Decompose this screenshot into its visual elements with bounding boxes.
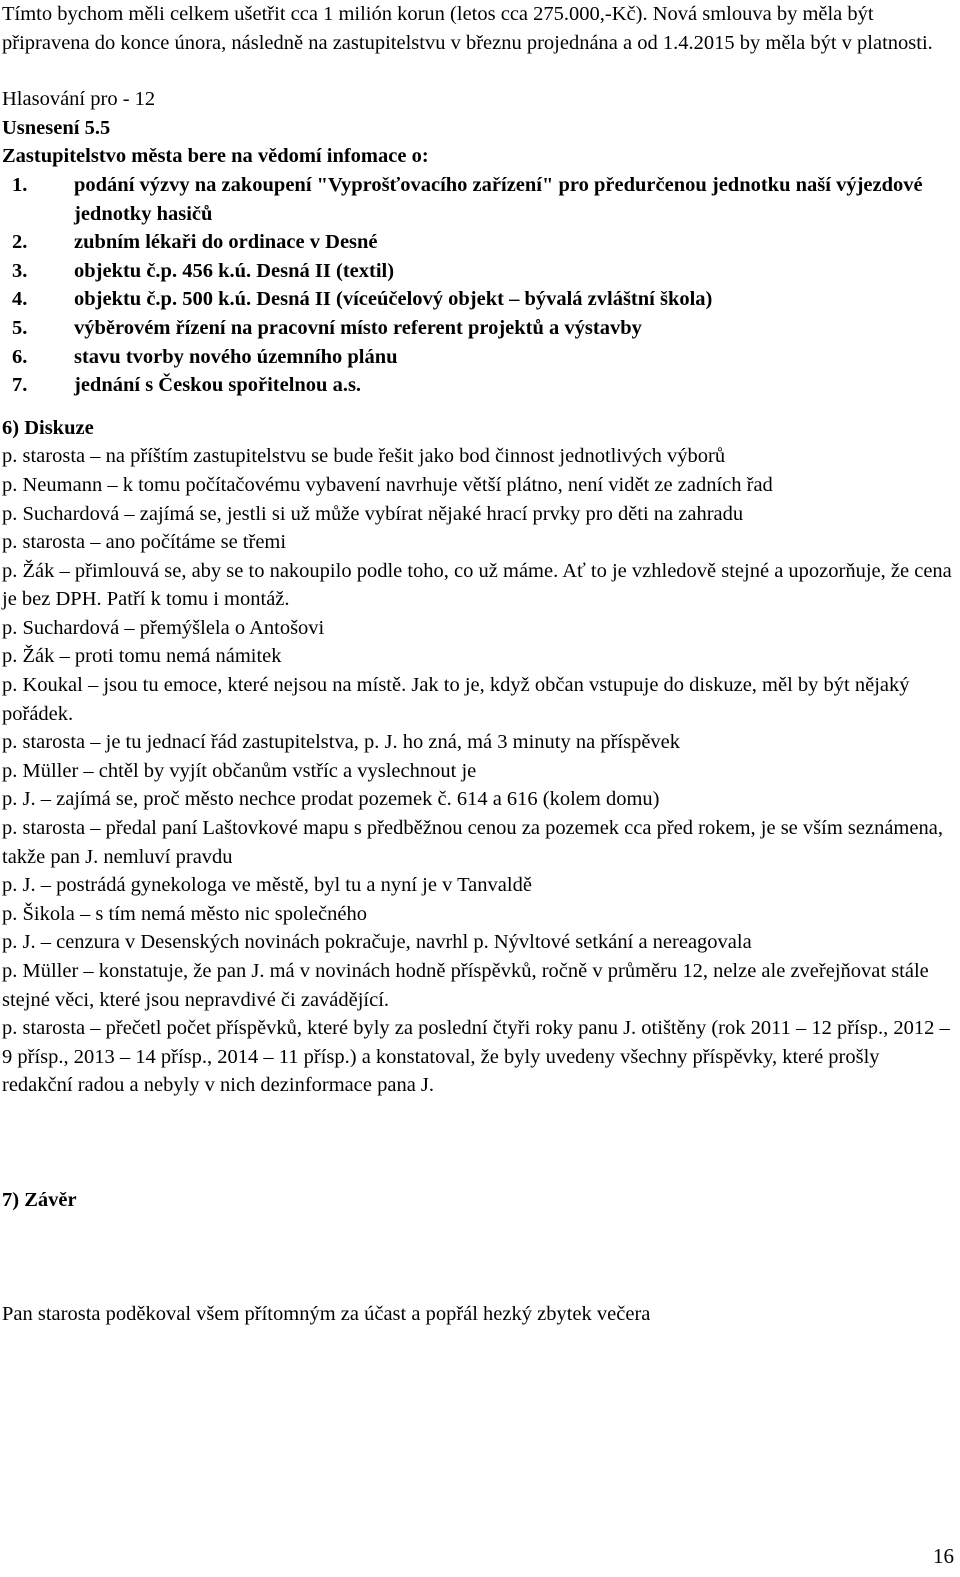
resolution-item: 6. stavu tvorby nového územního plánu	[12, 345, 398, 368]
discussion-line: p. J. – postrádá gynekologa ve městě, byl tu a nyní je v Tanvaldě	[2, 874, 532, 897]
resolution-item: 5. výběrovém řízení na pracovní místo referent projektů a výstavby	[12, 316, 642, 339]
resolution-lead: Zastupitelstvo města bere na vědomí infomace o:	[2, 145, 429, 168]
resolution-list	[2, 171, 952, 400]
resolution-item: 7. jednání s Českou spořitelnou a.s.	[12, 374, 362, 397]
page-number: 16	[933, 1544, 954, 1568]
discussion-line: p. starosta – předal paní Laštovkové mapu s předběžnou cenou za pozemek cca před rokem, je se vším seznámena, takže pan J. nemluví pravdu	[2, 817, 943, 868]
resolution-item: 4. objektu č.p. 500 k.ú. Desná II (víceúčelový objekt – bývalá zvláštní škola)	[12, 288, 713, 311]
vote-line: Hlasování pro - 12	[2, 88, 156, 111]
discussion-line: p. J. – cenzura v Desenských novinách pokračuje, navrhl p. Nývltové setkání a nereagovala	[2, 931, 752, 954]
conclusion-text: Pan starosta poděkoval všem přítomným za účast a popřál hezký zbytek večera	[2, 1302, 651, 1325]
discussion-line: p. J. – zajímá se, proč město nechce prodat pozemek č. 614 a 616 (kolem domu)	[2, 788, 660, 811]
resolution-item: 3. objektu č.p. 456 k.ú. Desná II (textil)	[12, 259, 395, 282]
intro-paragraph: Tímto bychom měli celkem ušetřit cca 1 milión korun (letos cca 275.000,-Kč). Nová smlouva by měla být připravena do konce února, následně na zastupitelstvu v březnu projednána a od 1.4.2015 by měla být v platnosti.	[2, 3, 933, 54]
discussion-line: p. starosta – přečetl počet příspěvků, které byly za poslední čtyři roky panu J. otištěny (rok 2011 – 12 přísp., 2012 – 9 přísp., 2013 – 14 přísp., 2014 – 11 přísp.) a konstatoval, že byly uvedeny všechny příspěvky, které prošly redakční radou a nebyly v nich dezinformace pana J.	[2, 1017, 950, 1097]
discussion-line: p. Neumann – k tomu počítačovému vybavení navrhuje větší plátno, není vidět ze zadních řad	[2, 473, 773, 496]
discussion-line: p. Koukal – jsou tu emoce, které nejsou na místě. Jak to je, když občan vstupuje do diskuze, měl by být nějaký pořádek.	[2, 674, 910, 725]
discussion-line: p. starosta – ano počítáme se třemi	[2, 531, 287, 554]
discussion-line: p. Suchardová – zajímá se, jestli si už může vybírat nějaké hrací prvky pro děti na zahradu	[2, 502, 744, 525]
discussion-line: p. starosta – je tu jednací řád zastupitelstva, p. J. ho zná, má 3 minuty na příspěvek	[2, 731, 681, 754]
resolution-item: 1. podání výzvy na zakoupení "Vyprošťovacího zařízení" pro předurčenou jednotku naší výjezdové jednotky hasičů	[12, 173, 923, 225]
discussion-line: p. Šikola – s tím nemá město nic společného	[2, 902, 367, 925]
discussion-line: p. starosta – na příštím zastupitelstvu se bude řešit jako bod činnost jednotlivých výborů	[2, 445, 726, 468]
discussion-heading: 6) Diskuze	[2, 416, 94, 439]
discussion-line: p. Žák – přimlouvá se, aby se to nakoupilo podle toho, co už máme. Ať to je vzhledově stejné a upozorňuje, že cena je bez DPH. Patří k tomu i montáž.	[2, 559, 952, 611]
discussion-line: p. Müller – konstatuje, že pan J. má v novinách hodně příspěvků, ročně v průměru 12, nelze ale zveřejňovat stále stejné věci, které jsou nepravdivé či zavádějící.	[2, 960, 929, 1011]
discussion-line: p. Suchardová – přemýšlela o Antošovi	[2, 616, 325, 639]
conclusion-heading: 7) Závěr	[2, 1188, 77, 1211]
document-page	[2, 0, 952, 1328]
resolution-item: 2. zubním lékaři do ordinace v Desné	[12, 231, 378, 254]
discussion-line: p. Müller – chtěl by vyjít občanům vstříc a vyslechnout je	[2, 759, 477, 782]
resolution-title: Usnesení 5.5	[2, 116, 111, 139]
discussion-list	[2, 442, 952, 1100]
discussion-line: p. Žák – proti tomu nemá námitek	[2, 645, 282, 668]
